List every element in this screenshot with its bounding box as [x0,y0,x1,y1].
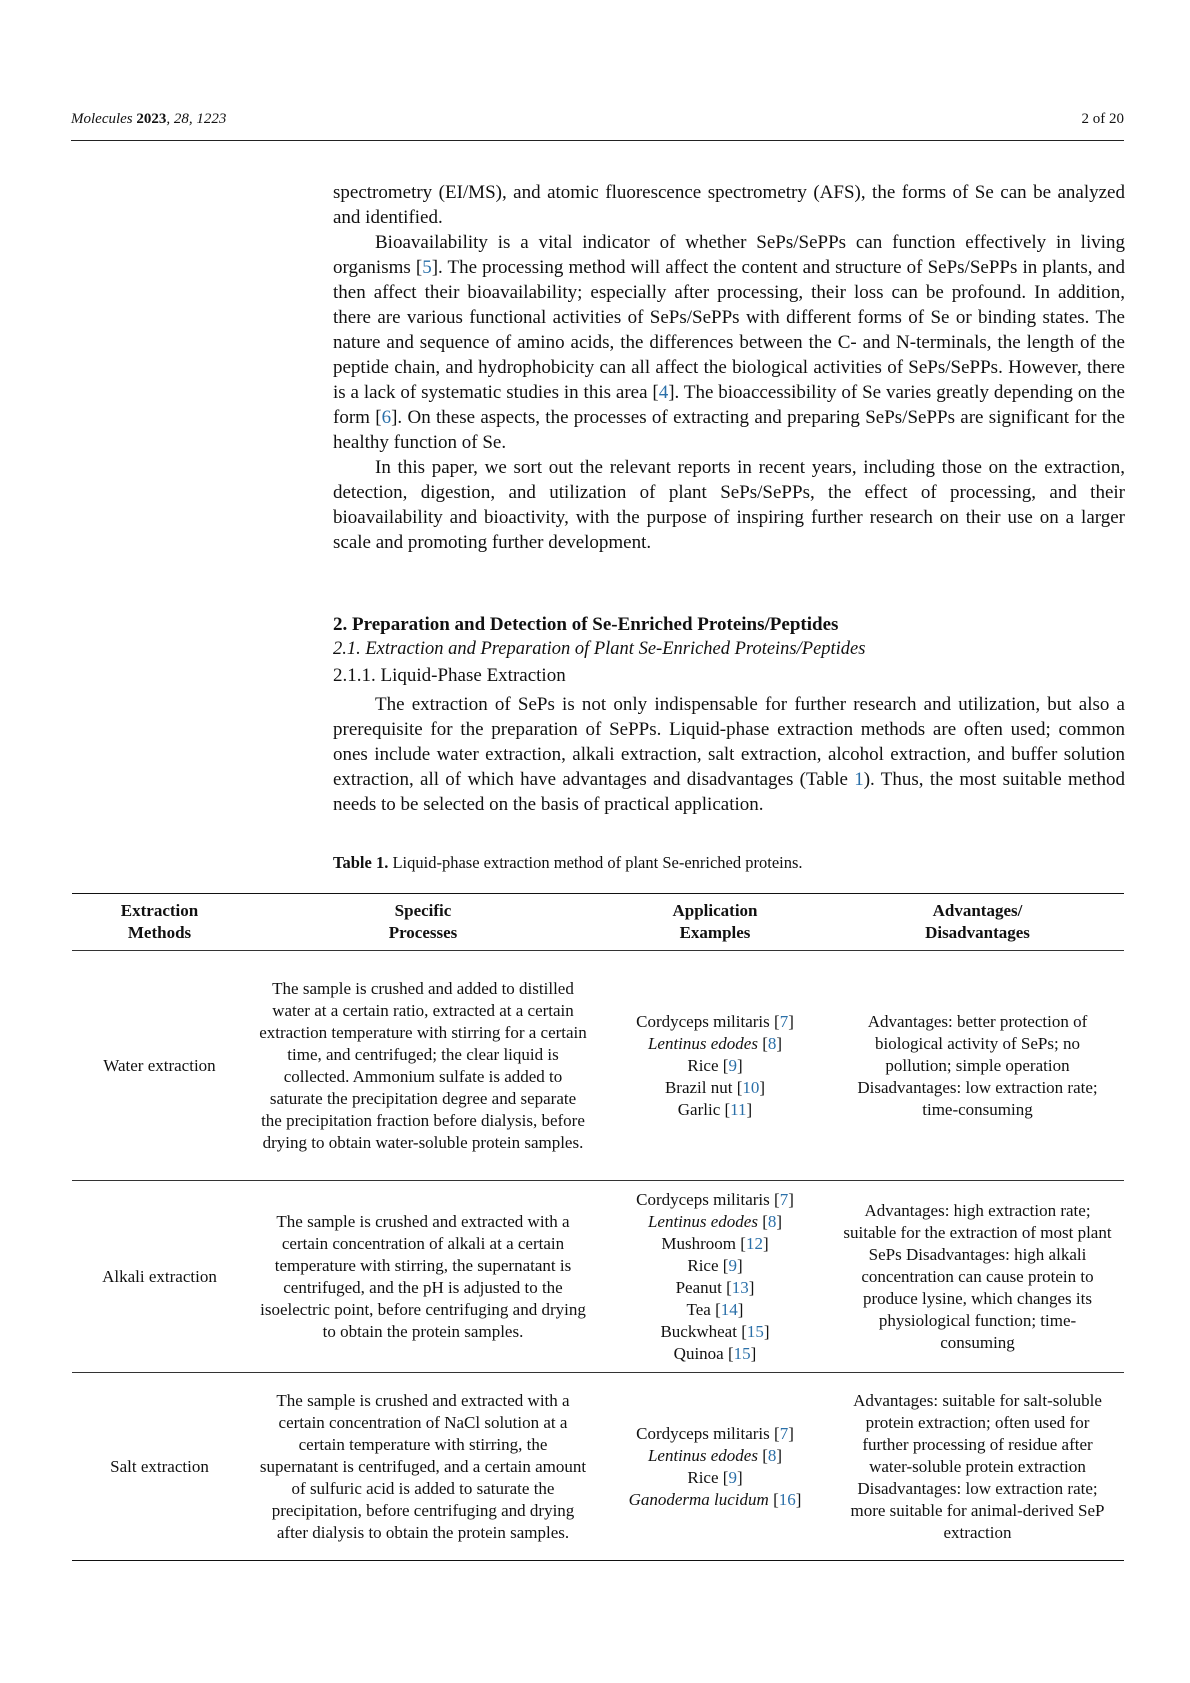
citation-link[interactable]: 8 [767,1033,777,1053]
pros-cons-cell: Advantages: high extraction rate; suitable for the extraction of most plant SePs Disadvantages: high alkali concentration can cause protein to produce lysine, which changes its physiological function; time-consuming [843,1200,1112,1352]
table-link[interactable]: 1 [854,769,864,790]
citation-link[interactable]: 10 [742,1077,760,1097]
paragraph-bioavailability: Bioavailability is a vital indicator of whether SePs/SePPs can function effectively in living organisms [5]. The processing method will affect the content and structure of SePs/SePPs in plants, and then affect their bioavailability; especially after processing, their loss can be profound. In addition, there are various functional activities of SePs/SePPs with different forms of Se or binding states. The nature and sequence of amino acids, the differences between the C- and N-terminals, the length of the peptide chain, and hydrophobicity can all affect the biological activities of SePs/SePPs. However, there is a lack of systematic studies in this area [4]. The bioaccessibility of Se varies greatly depending on the form [6]. On these aspects, the processes of extracting and preparing SePs/SePPs are significant for the healthy function of Se. [333,232,1125,453]
subsubsection-heading: 2.1.1. Liquid-Phase Extraction [333,665,566,686]
table-caption: Table 1. Liquid-phase extraction method of plant Se-enriched proteins. [333,853,803,872]
citation-link[interactable]: 9 [728,1255,737,1275]
paragraph-extraction: The extraction of SePs is not only indispensable for further research and utilization, but also a prerequisite for the preparation of SePPs. Liquid-phase extraction methods are often used; common ones include water extraction, alkali extraction, salt extraction, alcohol extraction, and buffer solution extraction, all of which have advantages and disadvantages (Table 1). Thus, the most suitable method needs to be selected on the basis of practical application. [333,694,1125,815]
subsection-heading: 2.1. Extraction and Preparation of Plant Se-Enriched Proteins/Peptides [333,639,866,659]
table-label: Table 1. [333,853,389,872]
citation-link[interactable]: 7 [779,1189,789,1209]
table-row [72,1181,1124,1373]
paragraph-scope: In this paper, we sort out the relevant reports in recent years, including those on the extraction, detection, digestion, and utilization of plant SePs/SePPs, the effect of processing, and their bioavailability and bioactivity, with the purpose of inspiring further research on their use on a larger scale and promoting further development. [333,457,1125,553]
extraction-methods-table [72,893,1124,1561]
process-cell: The sample is crushed and added to distilled water at a certain ratio, extracted at a certain extraction temperature with stirring for a certain time, and centrifuged; the clear liquid is collected. Ammonium sulfate is added to saturate the precipitation degree and separate the precipitation fraction before dialysis, before drying to obtain water-soluble protein samples. [259,978,587,1152]
citation-link[interactable]: 9 [728,1467,737,1487]
citation-link[interactable]: 16 [778,1489,796,1509]
citation-link[interactable]: 15 [733,1343,751,1363]
examples-cell: Cordyceps militaris [7] Lentinus edodes [8] Rice [9] Brazil nut [10] Garlic [11] [636,1011,794,1119]
citation-link[interactable]: 7 [779,1011,789,1031]
method-cell: Alkali extraction [102,1266,217,1286]
citation-link[interactable]: 9 [728,1055,737,1075]
citation-link[interactable]: 11 [730,1099,747,1119]
process-cell: The sample is crushed and extracted with a certain concentration of alkali at a certain temperature with stirring, the supernatant is centrifuged, and the pH is adjusted to the isoelectric point, before centrifuging and drying to obtain the protein samples. [260,1211,586,1341]
citation-link[interactable]: 5 [422,257,432,278]
citation-link[interactable]: 6 [381,407,392,428]
process-cell: The sample is crushed and extracted with a certain concentration of NaCl solution at a certain temperature with stirring, the supernatant is centrifuged, and a certain amount of sulfuric acid is added to saturate the precipitation, before centrifuging and drying after dialysis to obtain the protein samples. [259,1390,587,1542]
journal-name: Molecules [71,111,133,127]
col-header-pros-cons: Advantages/ Disadvantages [925,901,1030,942]
citation-link[interactable]: 7 [779,1423,789,1443]
citation-link[interactable]: 13 [731,1277,749,1297]
col-header-methods: Extraction Methods [120,901,199,942]
table-row [72,951,1124,1181]
col-header-examples: Application Examples [672,901,758,942]
method-cell: Salt extraction [110,1456,209,1476]
col-header-processes: Specific Processes [388,901,458,942]
citation-link[interactable]: 8 [767,1445,777,1465]
journal-volume: , 28, 1223 [166,111,227,127]
method-cell: Water extraction [103,1055,216,1075]
table-row [72,1373,1124,1561]
citation-link[interactable]: 14 [720,1299,738,1319]
table-header-row [72,894,1124,951]
examples-cell: Cordyceps militaris [7] Lentinus edodes [8] Rice [9] Ganoderma lucidum [16] [628,1423,802,1509]
page-number: 2 of 20 [1081,111,1124,127]
pros-cons-cell: Advantages: better protection of biological activity of SePs; no pollution; simple operation Disadvantages: low extraction rate; time-consuming [857,1011,1098,1119]
pros-cons-cell: Advantages: suitable for salt-soluble protein extraction; often used for further processing of residue after water-soluble protein extraction Disadvantages: low extraction rate; more suitable for animal-derived SeP extraction [850,1390,1105,1542]
citation-link[interactable]: 12 [745,1233,763,1253]
examples-cell: Cordyceps militaris [7] Lentinus edodes [8] Mushroom [12] Rice [9] Peanut [13] Tea [14] Buckwheat [15] Quinoa [15] [636,1189,794,1363]
journal-citation [71,111,226,128]
citation-link[interactable]: 15 [746,1321,764,1341]
citation-link[interactable]: 8 [767,1211,777,1231]
paragraph-continuation: spectrometry (EI/MS), and atomic fluorescence spectrometry (AFS), the forms of Se can be analyzed and identified. [333,182,1125,228]
journal-year: 2023 [136,111,167,127]
citation-link[interactable]: 4 [658,382,669,403]
body-text-top [333,180,1125,555]
section-2 [333,612,1125,817]
section-heading: 2. Preparation and Detection of Se-Enriched Proteins/Peptides [333,614,839,635]
running-header [71,111,1124,141]
